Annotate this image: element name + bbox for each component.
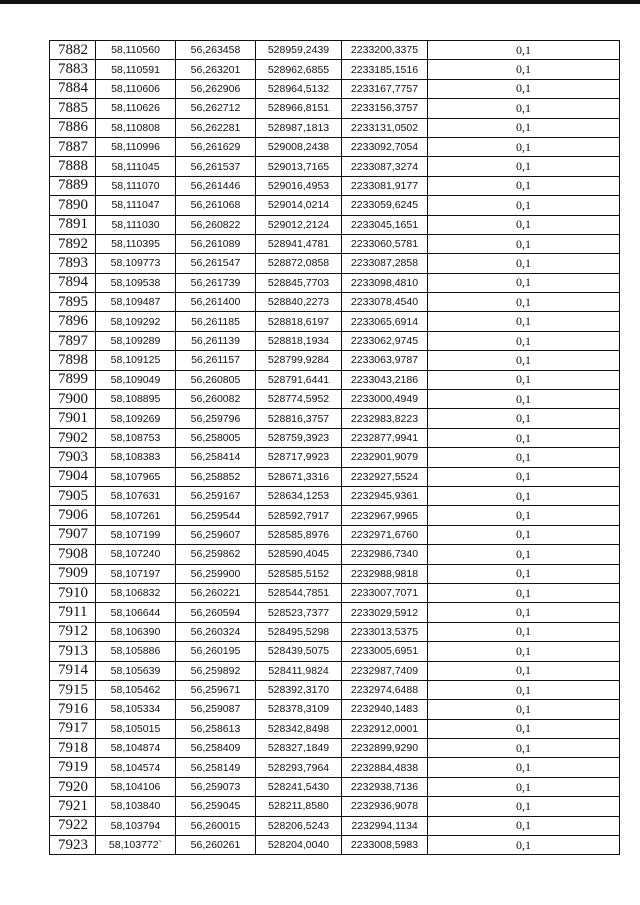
- y-coordinate-cell: 2233081,9177: [342, 176, 428, 195]
- latitude-cell: 58,107240: [96, 545, 176, 564]
- y-coordinate-cell: 2232986,7340: [342, 545, 428, 564]
- accuracy-cell: 0,1: [428, 273, 620, 292]
- latitude-cell: 58,111047: [96, 196, 176, 215]
- y-coordinate-cell: 2233013,5375: [342, 622, 428, 641]
- table-row: [50, 816, 620, 835]
- table-row: [50, 273, 620, 292]
- longitude-cell: 56,259045: [176, 797, 256, 816]
- accuracy-cell: 0,1: [428, 719, 620, 738]
- latitude-cell: 58,104874: [96, 739, 176, 758]
- accuracy-cell: 0,1: [428, 467, 620, 486]
- latitude-cell: 58,111045: [96, 157, 176, 176]
- x-coordinate-cell: 528327,1849: [256, 739, 342, 758]
- table-row: [50, 583, 620, 602]
- table-row: [50, 41, 620, 60]
- y-coordinate-cell: 2232912,0001: [342, 719, 428, 738]
- y-coordinate-cell: 2233059,6245: [342, 196, 428, 215]
- table-row: [50, 99, 620, 118]
- longitude-cell: 56,262281: [176, 118, 256, 137]
- longitude-cell: 56,258852: [176, 467, 256, 486]
- y-coordinate-cell: 2233008,5983: [342, 836, 428, 855]
- x-coordinate-cell: 528211,8580: [256, 797, 342, 816]
- longitude-cell: 56,259862: [176, 545, 256, 564]
- accuracy-cell: 0,1: [428, 293, 620, 312]
- x-coordinate-cell: 528523,7377: [256, 603, 342, 622]
- y-coordinate-cell: 2232983,8223: [342, 409, 428, 428]
- y-coordinate-cell: 2232936,9078: [342, 797, 428, 816]
- y-coordinate-cell: 2232945,9361: [342, 486, 428, 505]
- longitude-cell: 56,259900: [176, 564, 256, 583]
- y-coordinate-cell: 2233000,4949: [342, 390, 428, 409]
- latitude-cell: 58,109049: [96, 370, 176, 389]
- accuracy-cell: 0,1: [428, 41, 620, 60]
- x-coordinate-cell: 528241,5430: [256, 777, 342, 796]
- latitude-cell: 58,110626: [96, 99, 176, 118]
- y-coordinate-cell: 2233005,6951: [342, 642, 428, 661]
- point-number-cell: 7898: [50, 351, 96, 370]
- x-coordinate-cell: 528378,3109: [256, 700, 342, 719]
- longitude-cell: 56,261089: [176, 234, 256, 253]
- point-number-cell: 7921: [50, 797, 96, 816]
- point-number-cell: 7911: [50, 603, 96, 622]
- accuracy-cell: 0,1: [428, 351, 620, 370]
- accuracy-cell: 0,1: [428, 777, 620, 796]
- point-number-cell: 7883: [50, 60, 96, 79]
- y-coordinate-cell: 2232940,1483: [342, 700, 428, 719]
- latitude-cell: 58,103840: [96, 797, 176, 816]
- accuracy-cell: 0,1: [428, 680, 620, 699]
- longitude-cell: 56,261446: [176, 176, 256, 195]
- longitude-cell: 56,260822: [176, 215, 256, 234]
- point-number-cell: 7913: [50, 642, 96, 661]
- latitude-cell: 58,105015: [96, 719, 176, 738]
- longitude-cell: 56,260082: [176, 390, 256, 409]
- latitude-cell: 58,105462: [96, 680, 176, 699]
- point-number-cell: 7920: [50, 777, 96, 796]
- latitude-cell: 58,110560: [96, 41, 176, 60]
- x-coordinate-cell: 528293,7964: [256, 758, 342, 777]
- accuracy-cell: 0,1: [428, 234, 620, 253]
- latitude-cell: 58,107197: [96, 564, 176, 583]
- x-coordinate-cell: 528759,3923: [256, 428, 342, 447]
- longitude-cell: 56,261547: [176, 254, 256, 273]
- accuracy-cell: 0,1: [428, 409, 620, 428]
- latitude-cell: 58,109289: [96, 331, 176, 350]
- y-coordinate-cell: 2233092,7054: [342, 137, 428, 156]
- latitude-cell: 58,105639: [96, 661, 176, 680]
- longitude-cell: 56,258409: [176, 739, 256, 758]
- latitude-cell: 58,109487: [96, 293, 176, 312]
- latitude-cell: 58,104574: [96, 758, 176, 777]
- y-coordinate-cell: 2233029,5912: [342, 603, 428, 622]
- latitude-cell: 58,105886: [96, 642, 176, 661]
- longitude-cell: 56,261537: [176, 157, 256, 176]
- table-row: [50, 642, 620, 661]
- point-number-cell: 7891: [50, 215, 96, 234]
- table-row: [50, 545, 620, 564]
- table-row: [50, 622, 620, 641]
- point-number-cell: 7901: [50, 409, 96, 428]
- accuracy-cell: 0,1: [428, 137, 620, 156]
- x-coordinate-cell: 528392,3170: [256, 680, 342, 699]
- accuracy-cell: 0,1: [428, 700, 620, 719]
- x-coordinate-cell: 528964,5132: [256, 79, 342, 98]
- x-coordinate-cell: 528671,3316: [256, 467, 342, 486]
- latitude-cell: 58,103772`: [96, 836, 176, 855]
- point-number-cell: 7922: [50, 816, 96, 835]
- latitude-cell: 58,109292: [96, 312, 176, 331]
- table-row: [50, 836, 620, 855]
- table-row: [50, 661, 620, 680]
- y-coordinate-cell: 2232967,9965: [342, 506, 428, 525]
- y-coordinate-cell: 2232901,9079: [342, 448, 428, 467]
- y-coordinate-cell: 2233200,3375: [342, 41, 428, 60]
- latitude-cell: 58,104106: [96, 777, 176, 796]
- y-coordinate-cell: 2232877,9941: [342, 428, 428, 447]
- longitude-cell: 56,261400: [176, 293, 256, 312]
- accuracy-cell: 0,1: [428, 79, 620, 98]
- y-coordinate-cell: 2233043,2186: [342, 370, 428, 389]
- y-coordinate-cell: 2232938,7136: [342, 777, 428, 796]
- y-coordinate-cell: 2232971,6760: [342, 525, 428, 544]
- accuracy-cell: 0,1: [428, 312, 620, 331]
- point-number-cell: 7914: [50, 661, 96, 680]
- table-row: [50, 680, 620, 699]
- y-coordinate-cell: 2233131,0502: [342, 118, 428, 137]
- coordinates-table-body: [50, 41, 620, 855]
- accuracy-cell: 0,1: [428, 448, 620, 467]
- accuracy-cell: 0,1: [428, 157, 620, 176]
- table-row: [50, 506, 620, 525]
- y-coordinate-cell: 2233007,7071: [342, 583, 428, 602]
- x-coordinate-cell: 528818,1934: [256, 331, 342, 350]
- table-row: [50, 331, 620, 350]
- point-number-cell: 7916: [50, 700, 96, 719]
- accuracy-cell: 0,1: [428, 642, 620, 661]
- table-row: [50, 719, 620, 738]
- longitude-cell: 56,259892: [176, 661, 256, 680]
- longitude-cell: 56,259671: [176, 680, 256, 699]
- table-row: [50, 758, 620, 777]
- longitude-cell: 56,258005: [176, 428, 256, 447]
- point-number-cell: 7884: [50, 79, 96, 98]
- x-coordinate-cell: 528872,0858: [256, 254, 342, 273]
- longitude-cell: 56,259607: [176, 525, 256, 544]
- accuracy-cell: 0,1: [428, 196, 620, 215]
- y-coordinate-cell: 2233156,3757: [342, 99, 428, 118]
- y-coordinate-cell: 2233078,4540: [342, 293, 428, 312]
- point-number-cell: 7890: [50, 196, 96, 215]
- longitude-cell: 56,261157: [176, 351, 256, 370]
- longitude-cell: 56,260261: [176, 836, 256, 855]
- longitude-cell: 56,261739: [176, 273, 256, 292]
- longitude-cell: 56,259544: [176, 506, 256, 525]
- y-coordinate-cell: 2233060,5781: [342, 234, 428, 253]
- latitude-cell: 58,108383: [96, 448, 176, 467]
- table-row: [50, 351, 620, 370]
- accuracy-cell: 0,1: [428, 331, 620, 350]
- y-coordinate-cell: 2233065,6914: [342, 312, 428, 331]
- accuracy-cell: 0,1: [428, 836, 620, 855]
- x-coordinate-cell: 528585,5152: [256, 564, 342, 583]
- table-row: [50, 739, 620, 758]
- point-number-cell: 7917: [50, 719, 96, 738]
- y-coordinate-cell: 2232988,9818: [342, 564, 428, 583]
- table-row: [50, 797, 620, 816]
- x-coordinate-cell: 528592,7917: [256, 506, 342, 525]
- accuracy-cell: 0,1: [428, 661, 620, 680]
- latitude-cell: 58,111030: [96, 215, 176, 234]
- point-number-cell: 7887: [50, 137, 96, 156]
- y-coordinate-cell: 2232974,6488: [342, 680, 428, 699]
- accuracy-cell: 0,1: [428, 215, 620, 234]
- accuracy-cell: 0,1: [428, 603, 620, 622]
- latitude-cell: 58,108895: [96, 390, 176, 409]
- latitude-cell: 58,110395: [96, 234, 176, 253]
- latitude-cell: 58,110591: [96, 60, 176, 79]
- y-coordinate-cell: 2233167,7757: [342, 79, 428, 98]
- x-coordinate-cell: 528585,8976: [256, 525, 342, 544]
- accuracy-cell: 0,1: [428, 254, 620, 273]
- x-coordinate-cell: 528845,7703: [256, 273, 342, 292]
- y-coordinate-cell: 2233098,4810: [342, 273, 428, 292]
- point-number-cell: 7886: [50, 118, 96, 137]
- table-row: [50, 564, 620, 583]
- x-coordinate-cell: 529013,7165: [256, 157, 342, 176]
- x-coordinate-cell: 529016,4953: [256, 176, 342, 195]
- point-number-cell: 7885: [50, 99, 96, 118]
- table-row: [50, 312, 620, 331]
- x-coordinate-cell: 528791,6441: [256, 370, 342, 389]
- accuracy-cell: 0,1: [428, 622, 620, 641]
- longitude-cell: 56,260195: [176, 642, 256, 661]
- latitude-cell: 58,108753: [96, 428, 176, 447]
- latitude-cell: 58,103794: [96, 816, 176, 835]
- y-coordinate-cell: 2233185,1516: [342, 60, 428, 79]
- accuracy-cell: 0,1: [428, 176, 620, 195]
- table-row: [50, 603, 620, 622]
- accuracy-cell: 0,1: [428, 118, 620, 137]
- accuracy-cell: 0,1: [428, 60, 620, 79]
- x-coordinate-cell: 528959,2439: [256, 41, 342, 60]
- x-coordinate-cell: 528774,5952: [256, 390, 342, 409]
- table-row: [50, 196, 620, 215]
- point-number-cell: 7907: [50, 525, 96, 544]
- longitude-cell: 56,261139: [176, 331, 256, 350]
- x-coordinate-cell: 528962,6855: [256, 60, 342, 79]
- table-row: [50, 448, 620, 467]
- table-row: [50, 60, 620, 79]
- latitude-cell: 58,106832: [96, 583, 176, 602]
- longitude-cell: 56,260805: [176, 370, 256, 389]
- x-coordinate-cell: 529012,2124: [256, 215, 342, 234]
- accuracy-cell: 0,1: [428, 390, 620, 409]
- x-coordinate-cell: 528206,5243: [256, 816, 342, 835]
- table-row: [50, 118, 620, 137]
- point-number-cell: 7912: [50, 622, 96, 641]
- table-row: [50, 777, 620, 796]
- x-coordinate-cell: 528411,9824: [256, 661, 342, 680]
- point-number-cell: 7923: [50, 836, 96, 855]
- longitude-cell: 56,260594: [176, 603, 256, 622]
- point-number-cell: 7897: [50, 331, 96, 350]
- latitude-cell: 58,107199: [96, 525, 176, 544]
- latitude-cell: 58,107631: [96, 486, 176, 505]
- point-number-cell: 7902: [50, 428, 96, 447]
- point-number-cell: 7915: [50, 680, 96, 699]
- page-top-border: [0, 0, 640, 4]
- accuracy-cell: 0,1: [428, 816, 620, 835]
- longitude-cell: 56,259796: [176, 409, 256, 428]
- point-number-cell: 7905: [50, 486, 96, 505]
- latitude-cell: 58,109773: [96, 254, 176, 273]
- point-number-cell: 7892: [50, 234, 96, 253]
- point-number-cell: 7904: [50, 467, 96, 486]
- x-coordinate-cell: 528439,5075: [256, 642, 342, 661]
- x-coordinate-cell: 528816,3757: [256, 409, 342, 428]
- y-coordinate-cell: 2233062,9745: [342, 331, 428, 350]
- latitude-cell: 58,107261: [96, 506, 176, 525]
- table-row: [50, 390, 620, 409]
- latitude-cell: 58,110808: [96, 118, 176, 137]
- accuracy-cell: 0,1: [428, 739, 620, 758]
- longitude-cell: 56,259167: [176, 486, 256, 505]
- coordinates-table: [49, 40, 620, 855]
- point-number-cell: 7896: [50, 312, 96, 331]
- table-row: [50, 370, 620, 389]
- table-row: [50, 467, 620, 486]
- table-row: [50, 137, 620, 156]
- y-coordinate-cell: 2233063,9787: [342, 351, 428, 370]
- table-row: [50, 176, 620, 195]
- point-number-cell: 7894: [50, 273, 96, 292]
- point-number-cell: 7908: [50, 545, 96, 564]
- x-coordinate-cell: 528544,7851: [256, 583, 342, 602]
- x-coordinate-cell: 529008,2438: [256, 137, 342, 156]
- longitude-cell: 56,258149: [176, 758, 256, 777]
- longitude-cell: 56,262906: [176, 79, 256, 98]
- latitude-cell: 58,110606: [96, 79, 176, 98]
- x-coordinate-cell: 528987,1813: [256, 118, 342, 137]
- accuracy-cell: 0,1: [428, 506, 620, 525]
- accuracy-cell: 0,1: [428, 370, 620, 389]
- longitude-cell: 56,261629: [176, 137, 256, 156]
- longitude-cell: 56,258613: [176, 719, 256, 738]
- latitude-cell: 58,109538: [96, 273, 176, 292]
- accuracy-cell: 0,1: [428, 564, 620, 583]
- accuracy-cell: 0,1: [428, 428, 620, 447]
- x-coordinate-cell: 528941,4781: [256, 234, 342, 253]
- y-coordinate-cell: 2232899,9290: [342, 739, 428, 758]
- point-number-cell: 7903: [50, 448, 96, 467]
- latitude-cell: 58,109269: [96, 409, 176, 428]
- table-row: [50, 157, 620, 176]
- point-number-cell: 7906: [50, 506, 96, 525]
- longitude-cell: 56,259087: [176, 700, 256, 719]
- x-coordinate-cell: 528590,4045: [256, 545, 342, 564]
- point-number-cell: 7918: [50, 739, 96, 758]
- latitude-cell: 58,106644: [96, 603, 176, 622]
- y-coordinate-cell: 2233087,2858: [342, 254, 428, 273]
- point-number-cell: 7909: [50, 564, 96, 583]
- table-row: [50, 700, 620, 719]
- longitude-cell: 56,263458: [176, 41, 256, 60]
- point-number-cell: 7882: [50, 41, 96, 60]
- latitude-cell: 58,110996: [96, 137, 176, 156]
- table-row: [50, 525, 620, 544]
- y-coordinate-cell: 2232884,4838: [342, 758, 428, 777]
- point-number-cell: 7899: [50, 370, 96, 389]
- table-row: [50, 254, 620, 273]
- longitude-cell: 56,260324: [176, 622, 256, 641]
- accuracy-cell: 0,1: [428, 583, 620, 602]
- point-number-cell: 7889: [50, 176, 96, 195]
- latitude-cell: 58,107965: [96, 467, 176, 486]
- accuracy-cell: 0,1: [428, 525, 620, 544]
- x-coordinate-cell: 528204,0040: [256, 836, 342, 855]
- longitude-cell: 56,260221: [176, 583, 256, 602]
- longitude-cell: 56,259073: [176, 777, 256, 796]
- table-row: [50, 409, 620, 428]
- accuracy-cell: 0,1: [428, 99, 620, 118]
- longitude-cell: 56,261185: [176, 312, 256, 331]
- point-number-cell: 7919: [50, 758, 96, 777]
- x-coordinate-cell: 528717,9923: [256, 448, 342, 467]
- y-coordinate-cell: 2233045,1651: [342, 215, 428, 234]
- point-number-cell: 7900: [50, 390, 96, 409]
- accuracy-cell: 0,1: [428, 758, 620, 777]
- latitude-cell: 58,109125: [96, 351, 176, 370]
- x-coordinate-cell: 528840,2273: [256, 293, 342, 312]
- table-row: [50, 293, 620, 312]
- x-coordinate-cell: 528342,8498: [256, 719, 342, 738]
- table-row: [50, 234, 620, 253]
- point-number-cell: 7893: [50, 254, 96, 273]
- accuracy-cell: 0,1: [428, 797, 620, 816]
- table-row: [50, 428, 620, 447]
- y-coordinate-cell: 2233087,3274: [342, 157, 428, 176]
- x-coordinate-cell: 528818,6197: [256, 312, 342, 331]
- y-coordinate-cell: 2232987,7409: [342, 661, 428, 680]
- accuracy-cell: 0,1: [428, 545, 620, 564]
- y-coordinate-cell: 2232994,1134: [342, 816, 428, 835]
- latitude-cell: 58,105334: [96, 700, 176, 719]
- x-coordinate-cell: 528966,8151: [256, 99, 342, 118]
- latitude-cell: 58,106390: [96, 622, 176, 641]
- longitude-cell: 56,262712: [176, 99, 256, 118]
- latitude-cell: 58,111070: [96, 176, 176, 195]
- table-row: [50, 79, 620, 98]
- x-coordinate-cell: 529014,0214: [256, 196, 342, 215]
- accuracy-cell: 0,1: [428, 486, 620, 505]
- point-number-cell: 7895: [50, 293, 96, 312]
- longitude-cell: 56,261068: [176, 196, 256, 215]
- point-number-cell: 7910: [50, 583, 96, 602]
- table-row: [50, 486, 620, 505]
- y-coordinate-cell: 2232927,5524: [342, 467, 428, 486]
- point-number-cell: 7888: [50, 157, 96, 176]
- longitude-cell: 56,260015: [176, 816, 256, 835]
- x-coordinate-cell: 528634,1253: [256, 486, 342, 505]
- longitude-cell: 56,258414: [176, 448, 256, 467]
- x-coordinate-cell: 528799,9284: [256, 351, 342, 370]
- longitude-cell: 56,263201: [176, 60, 256, 79]
- table-row: [50, 215, 620, 234]
- x-coordinate-cell: 528495,5298: [256, 622, 342, 641]
